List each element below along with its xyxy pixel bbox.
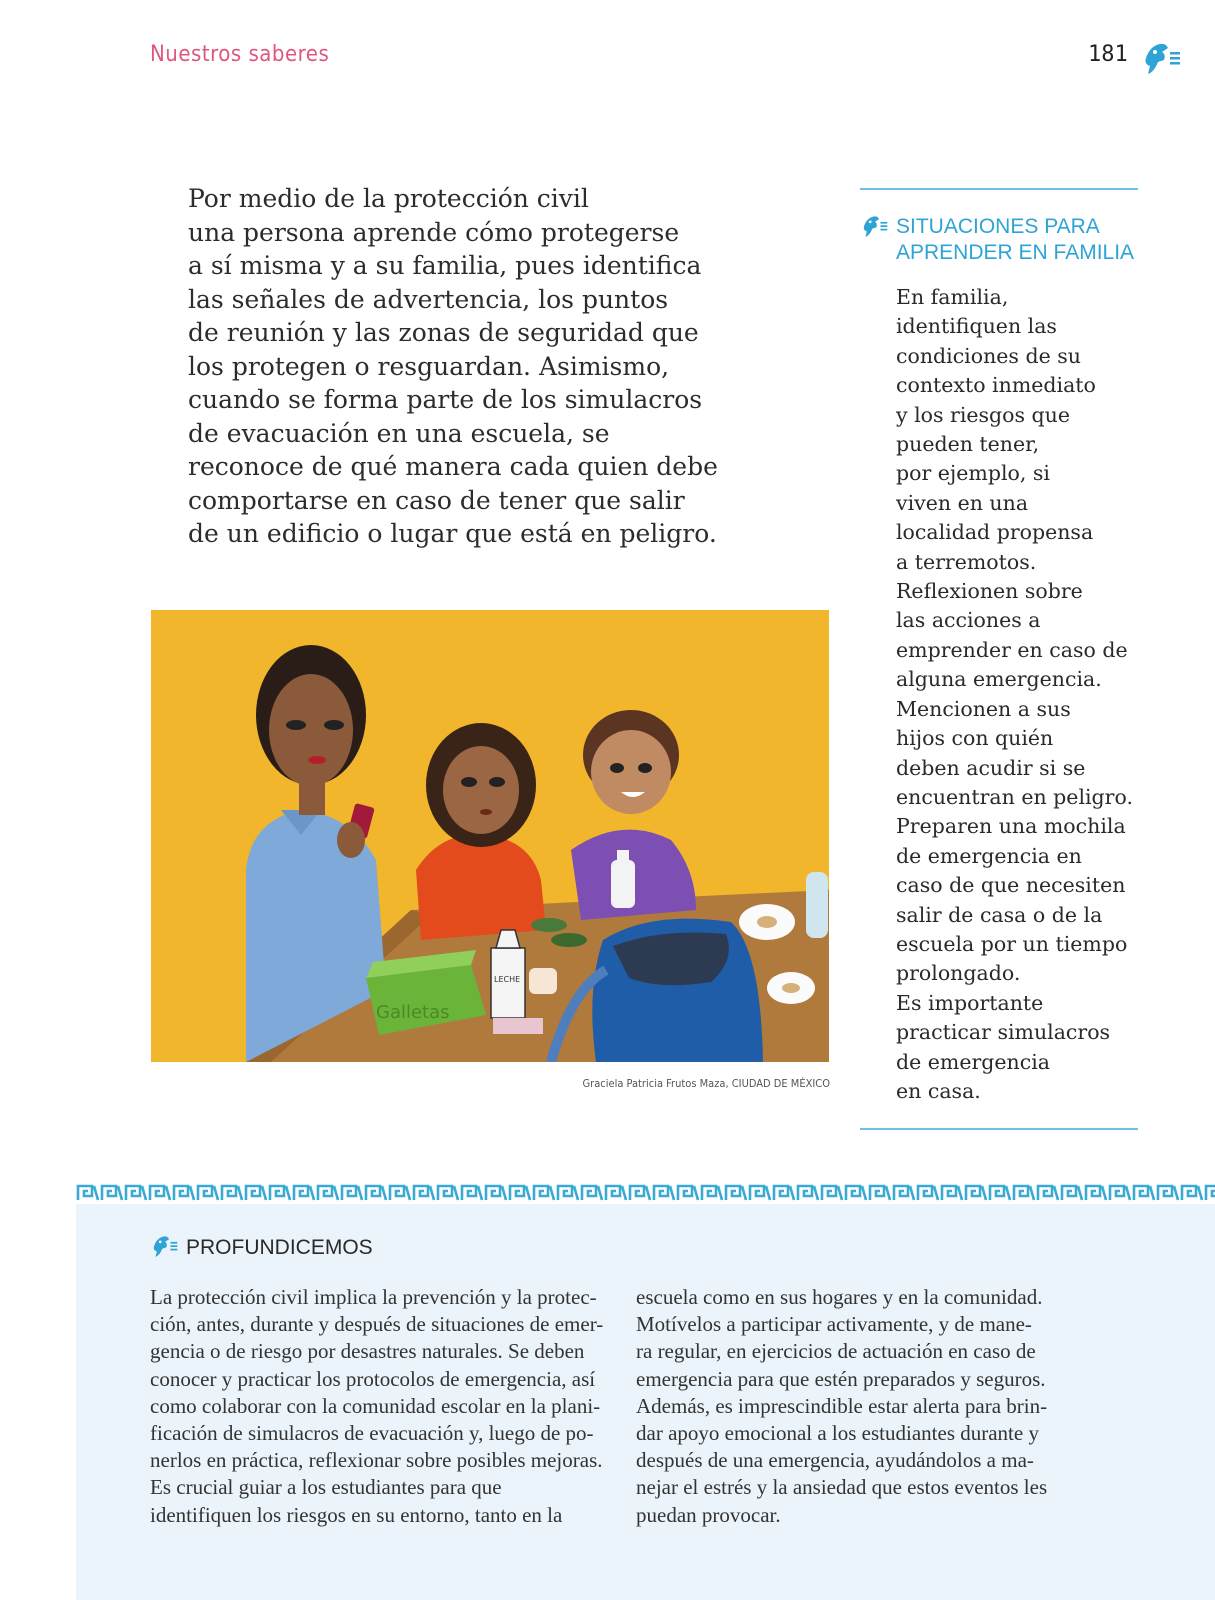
- profundicemos-left-column: La protección civil implica la prevención y la protec- ción, antes, durante y después de situaciones de emer- gencia o de riesgo por desastres naturales. Se deben conocer y practicar los protocolos de emergencia, así como colaborar con la comunidad escolar en la plani- ficación de simulacros de evacuación y, luego de po- nerlos en práctica, reflexionar sobre posibles mejoras. Es crucial guiar a los estudiantes para que identifiquen los riesgos en su entorno, tanto en la: [150, 1285, 604, 1527]
- family-situations-box: [860, 188, 1138, 1130]
- milk-label: LECHE: [494, 975, 521, 984]
- section-title: Nuestros saberes: [150, 42, 330, 67]
- cookies-label: Galletas: [376, 1002, 450, 1023]
- illustration-caption: Graciela Patricia Frutos Maza, CIUDAD DE MÉXICO: [582, 1077, 830, 1090]
- page-number: 181: [1088, 42, 1128, 67]
- hand-book-icon: [860, 212, 890, 240]
- profundicemos-title: PROFUNDICEMOS: [186, 1236, 373, 1259]
- sidebar-title: SITUACIONES PARA APRENDER EN FAMILIA: [896, 215, 1135, 264]
- profundicemos-panel: [76, 1204, 1215, 1600]
- profundicemos-right-column: escuela como en sus hogares y en la comunidad. Motívelos a participar activamente, y de mane- ra regular, en ejercicios de actuación en caso de emergencia para que estén preparados y seguros. Además, es imprescindible estar alerta para brin- dar apoyo emocional a los estudiantes durante y después de una emergencia, ayudándolos a ma- nejar el estrés y la ansiedad que estos eventos les puedan provocar.: [636, 1285, 1048, 1527]
- sidebar-body: En familia, identifiquen las condiciones de su contexto inmediato y los riesgos que pueden tener, por ejemplo, si viven en una localidad propensa a terremotos. Reflexionen sobre las acciones a emprender en caso de alguna emergencia. Mencionen a sus hijos con quién deben acudir si se encuentran en peligro. Preparen una mochila de emergencia en caso de que necesiten salir de casa o de la escuela por un tiempo prolongado. Es importante practicar simulacros de emergencia en casa.: [896, 285, 1133, 1103]
- greek-key-border: [76, 1182, 1215, 1204]
- hand-book-icon: [1140, 38, 1184, 78]
- hand-book-icon: [150, 1232, 180, 1260]
- intro-paragraph: Por medio de la protección civil una persona aprende cómo protegerse a sí misma y a su familia, pues identifica las señales de advertencia, los puntos de reunión y las zonas de seguridad que los protegen o resguardan. Asimismo, cuando se forma parte de los simulacros de evacuación en una escuela, se reconoce de qué manera cada quien debe comportarse en caso de tener que salir de un edificio o lugar que está en peligro.: [188, 184, 718, 548]
- family-emergency-illustration: [151, 610, 829, 1062]
